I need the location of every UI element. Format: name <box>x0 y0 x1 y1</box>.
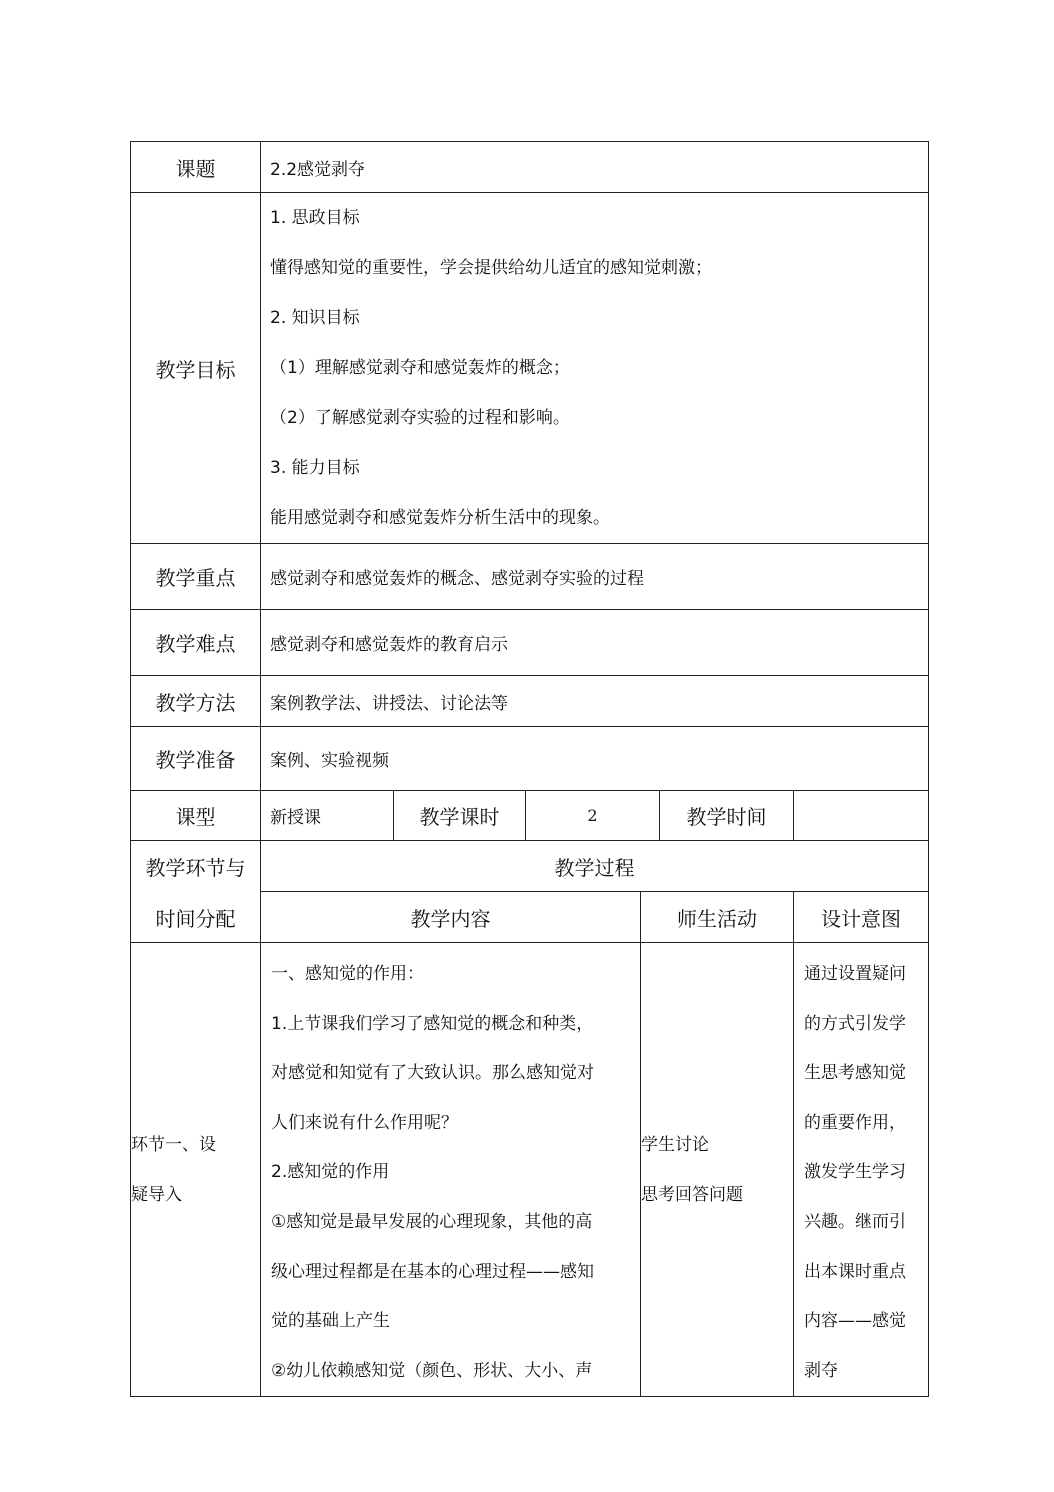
stage-header <box>131 841 261 943</box>
intent-line: 内容——感觉 <box>804 1311 906 1332</box>
methods-label: 教学方法 <box>131 676 261 727</box>
process-header-row <box>131 841 929 892</box>
topic-label: 课题 <box>131 142 261 193</box>
content-line: 一、感知觉的作用： <box>271 964 424 984</box>
objectives-label: 教学目标 <box>131 193 261 544</box>
intent-line: 生思考感知觉 <box>804 1063 906 1084</box>
difficulties-row <box>131 610 929 676</box>
stage-name <box>131 943 261 1397</box>
intent-line: 的方式引发学 <box>804 1013 906 1034</box>
activity-line: 学生讨论 <box>641 1134 709 1155</box>
difficulties-value: 感觉剥夺和感觉轰炸的教育启示 <box>261 610 929 676</box>
methods-row <box>131 676 929 727</box>
intent-line: 的重要作用， <box>804 1112 906 1133</box>
key-points-label: 教学重点 <box>131 544 261 610</box>
stage-intent <box>794 943 929 1397</box>
stage-name-line: 环节一、设 <box>131 1134 216 1155</box>
objectives-row <box>131 193 929 544</box>
content-line: 级心理过程都是在基本的心理过程——感知 <box>271 1261 594 1282</box>
column-activity-header: 师生活动 <box>641 892 794 943</box>
stage-header-line: 教学环节与 <box>145 855 246 880</box>
preparation-label: 教学准备 <box>131 727 261 791</box>
teaching-time-label: 教学时间 <box>660 791 794 841</box>
content-line: ②幼儿依赖感知觉（颜色、形状、大小、声 <box>271 1360 593 1381</box>
topic-row <box>131 142 929 193</box>
objective-line: 懂得感知觉的重要性，学会提供给幼儿适宜的感知觉刺激； <box>270 258 712 278</box>
key-points-row <box>131 544 929 610</box>
objective-line: （2）了解感觉剥夺实验的过程和影响。 <box>270 408 570 428</box>
stage-activity <box>641 943 794 1397</box>
intent-line: 剥夺 <box>804 1360 838 1381</box>
objective-line: 1. 思政目标 <box>270 208 360 228</box>
lesson-plan-table <box>130 141 929 1397</box>
content-line: ①感知觉是最早发展的心理现象，其他的高 <box>271 1211 593 1232</box>
objective-line: 能用感觉剥夺和感觉轰炸分析生活中的现象。 <box>270 508 610 528</box>
intent-line: 兴趣。继而引 <box>804 1211 906 1232</box>
stage-header-line: 时间分配 <box>155 906 236 931</box>
topic-value: 2.2感觉剥夺 <box>261 142 929 193</box>
key-points-value: 感觉剥夺和感觉轰炸的概念、感觉剥夺实验的过程 <box>261 544 929 610</box>
class-hours-value: 2 <box>526 791 660 841</box>
content-line: 2.感知觉的作用 <box>271 1162 390 1183</box>
course-type-label: 课型 <box>131 791 261 841</box>
activity-line: 思考回答问题 <box>641 1184 743 1205</box>
objectives-list <box>261 193 929 544</box>
column-content-header: 教学内容 <box>261 892 641 943</box>
stage-content <box>261 943 641 1397</box>
objective-line: 2. 知识目标 <box>270 308 360 328</box>
content-line: 对感觉和知觉有了大致认识。那么感知觉对 <box>271 1063 594 1084</box>
stage-row <box>131 943 929 1397</box>
difficulties-label: 教学难点 <box>131 610 261 676</box>
content-line: 觉的基础上产生 <box>271 1311 390 1332</box>
objective-line: 3. 能力目标 <box>270 458 360 478</box>
class-hours-label: 教学课时 <box>394 791 526 841</box>
preparation-row <box>131 727 929 791</box>
course-type-row <box>131 791 929 841</box>
content-line: 人们来说有什么作用呢？ <box>271 1112 458 1133</box>
methods-value: 案例教学法、讲授法、讨论法等 <box>261 676 929 727</box>
process-title: 教学过程 <box>261 841 929 892</box>
column-intent-header: 设计意图 <box>794 892 929 943</box>
preparation-value: 案例、实验视频 <box>261 727 929 791</box>
teaching-time-value <box>794 791 929 841</box>
stage-name-line: 疑导入 <box>131 1184 182 1205</box>
intent-line: 通过设置疑问 <box>804 964 906 984</box>
intent-line: 激发学生学习 <box>804 1162 906 1183</box>
intent-line: 出本课时重点 <box>804 1261 906 1282</box>
course-type-value: 新授课 <box>261 791 394 841</box>
objective-line: （1）理解感觉剥夺和感觉轰炸的概念； <box>270 358 570 378</box>
content-line: 1.上节课我们学习了感知觉的概念和种类， <box>271 1013 594 1034</box>
